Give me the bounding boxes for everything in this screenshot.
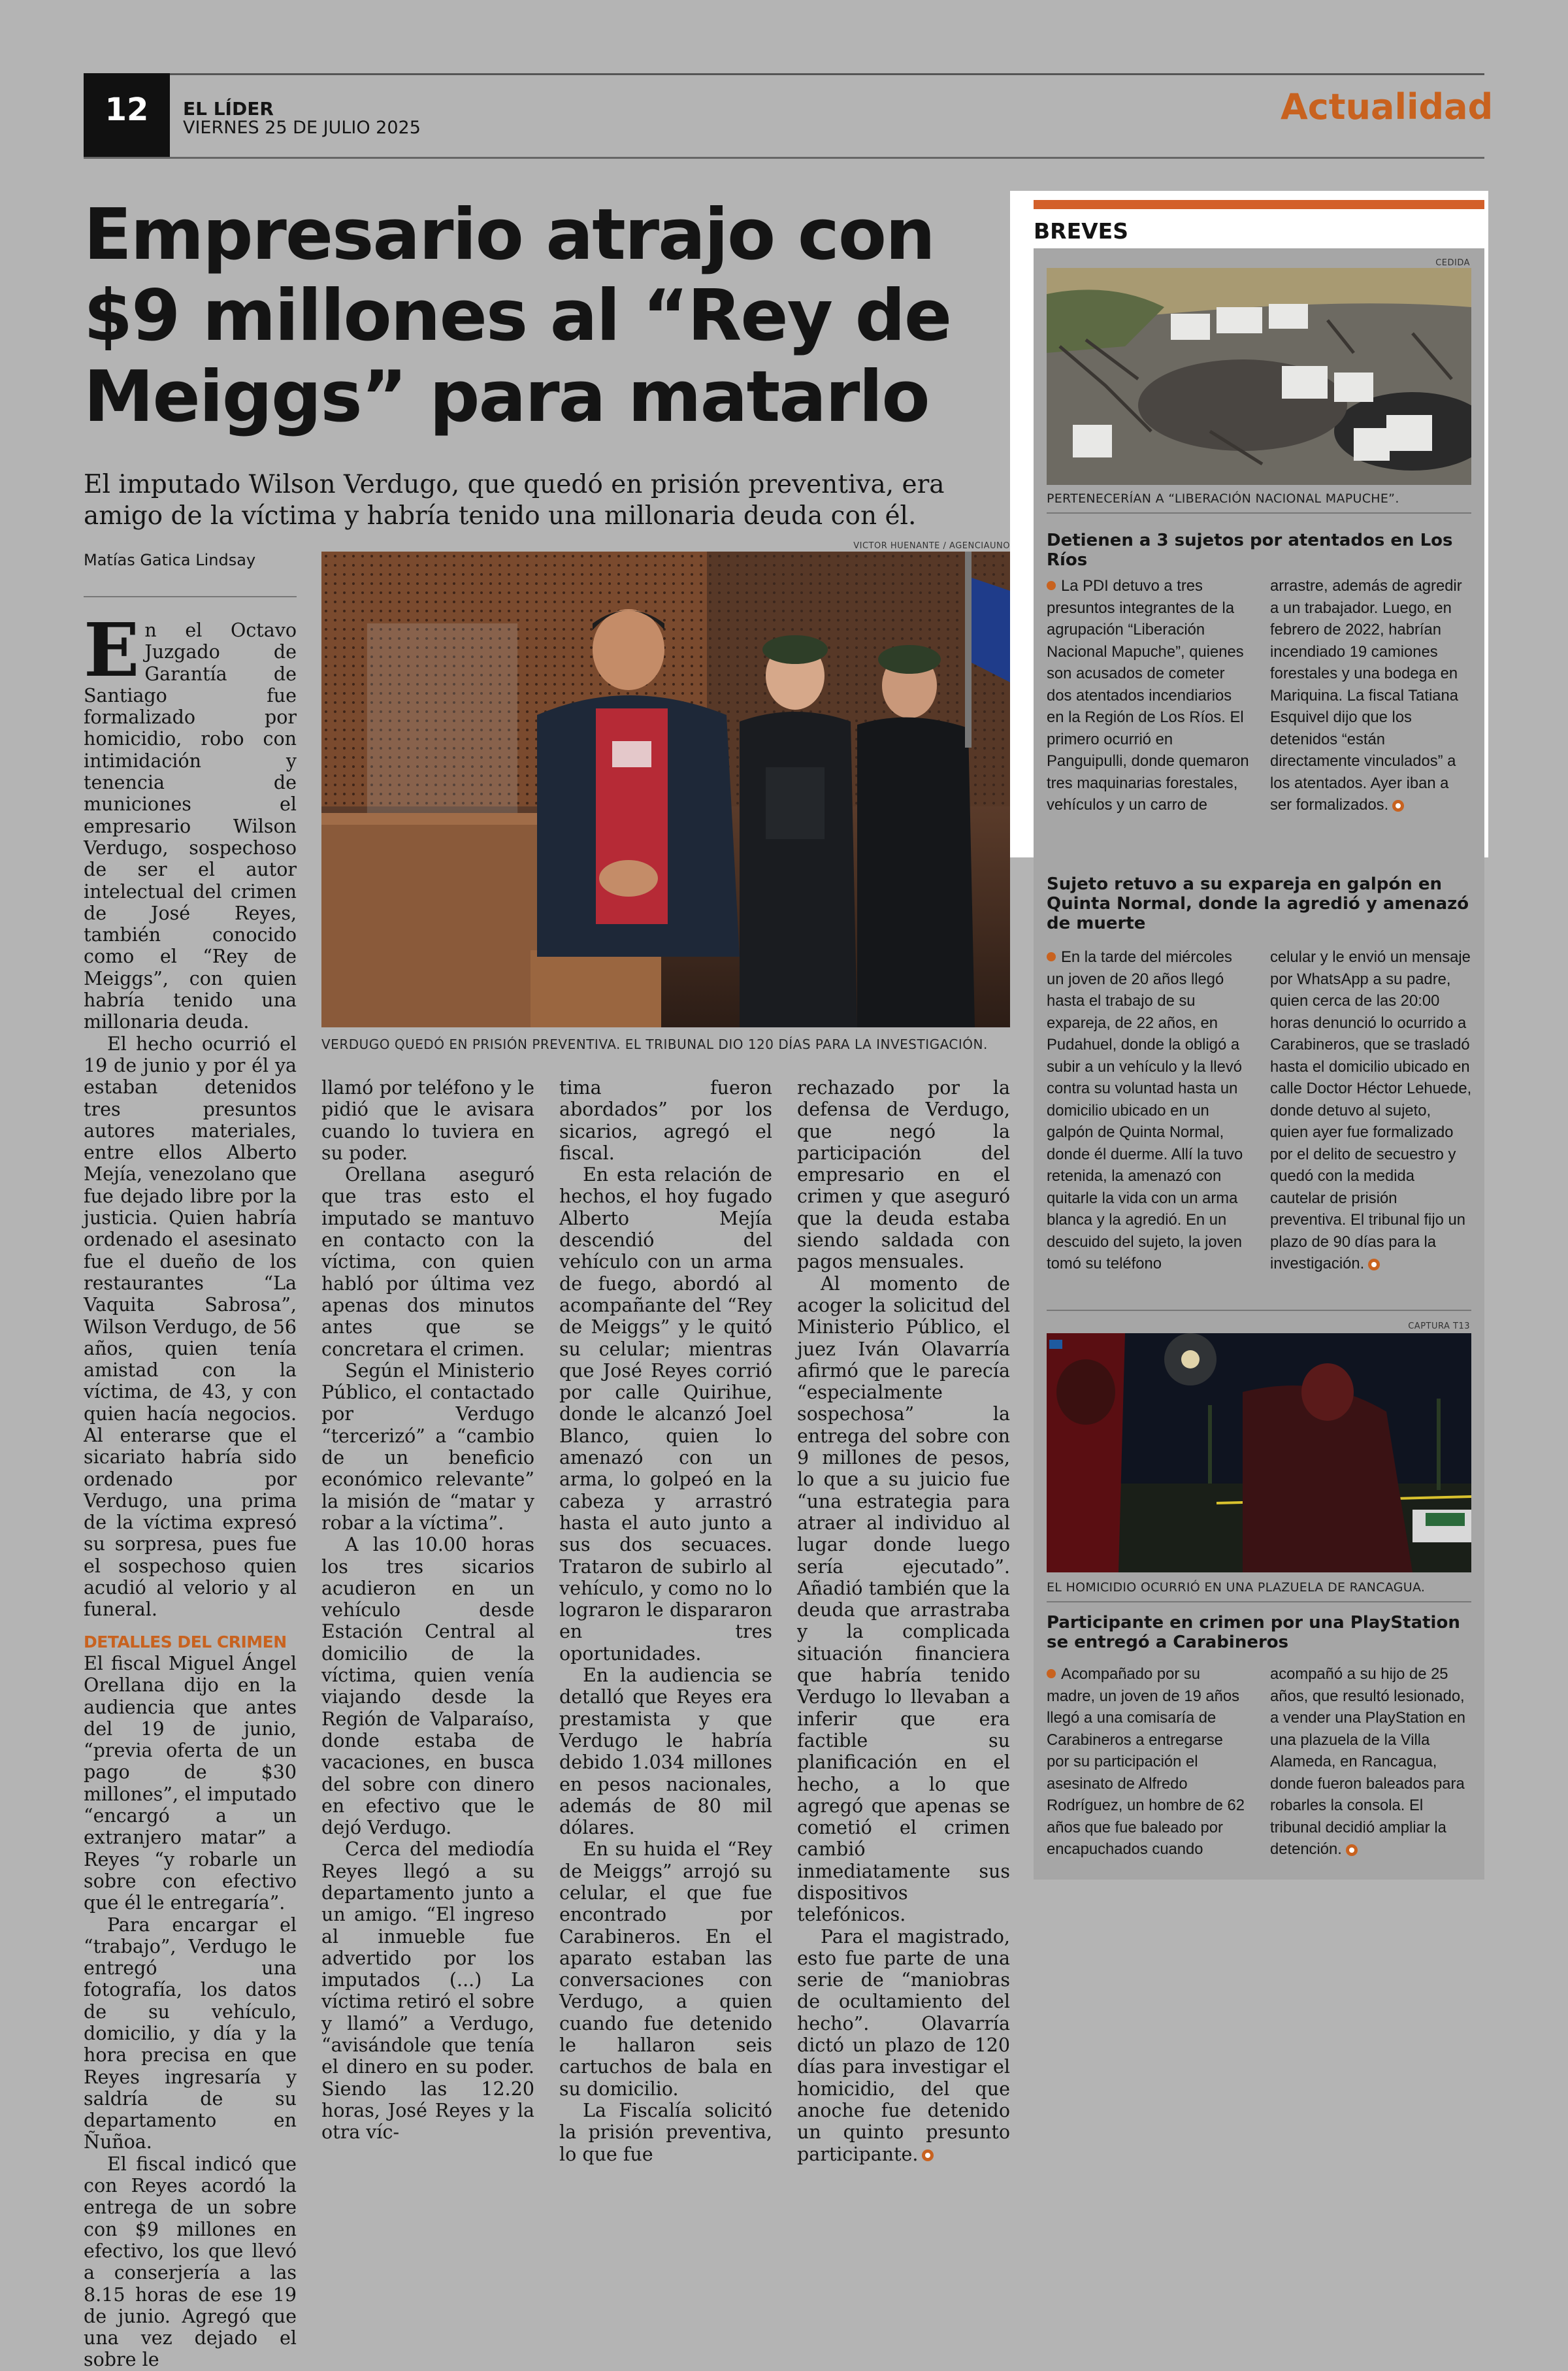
article-paragraph: En la audiencia se detalló que Reyes era prestamista y que Verdugo le habría debido 1.034 millones en pesos nacionales, además de 80 mil dólares. (559, 1665, 772, 1839)
bullet-dot-icon (1047, 1669, 1056, 1678)
article-paragraph: El fiscal Miguel Ángel Orellana dijo en la audiencia que antes del 19 de junio, “previa oferta de un pago de $30 millones”, el imputado “encargó a un extranjero matar” a Reyes “y robarle un sobre con efectivo que él le entregaría”. (84, 1652, 297, 1914)
byline-rule (84, 596, 297, 597)
drop-cap: E (84, 608, 140, 693)
article-paragraph (797, 1926, 1010, 2165)
header-top-rule (84, 73, 1484, 75)
main-photo-courtroom (321, 552, 1010, 1027)
article-subhead: DETALLES DEL CRIMEN (84, 1632, 287, 1651)
breve-3-headline: Participante en crimen por una PlayStation se entregó a Carabineros (1047, 1613, 1460, 1652)
article-paragraph: Cerca del mediodía Reyes llegó a su departamento junto a un amigo. “El ingreso al inmueble fue advertido por los imputados (...) La víctima retiró el sobre y llamó” a Verdugo, “avisándole que tenía el dinero en su poder. Siendo las 12.20 horas, José Reyes y la otra víc- (321, 1838, 534, 2144)
breve-3-column-b (1270, 1663, 1473, 1861)
article-paragraph: En esta relación de hechos, el hoy fugado Alberto Mejía descendió del vehículo con un arma de fuego, abordó al acompañante del “Rey de Meiggs” y le quitó su celular; mientras que José Reyes corrió por calle Quirihue, donde le alcanzó Joel Blanco, quien lo amenazó con un arma, lo golpeó en la cabeza y arrastró hasta el auto junto a sus dos secuaces. Trataron de subirlo al vehículo, y como no lo lograron le dispararon en tres oportunidades. (559, 1164, 772, 1665)
breve-2-rule (1047, 1310, 1471, 1311)
article-paragraph: En su huida el “Rey de Meiggs” arrojó su celular, el que fue encontrado por Carabineros. En el aparato estaban las conversaciones con Verdugo, a quien cuando fue detenido le hallaron seis cartuchos de bala en su domicilio. (559, 1838, 772, 2100)
article-paragraph: Al momento de acoger la solicitud del Ministerio Público, el juez Iván Olavarría afirmó que le parecía “especialmente sospechosa” la entrega del sobre con 9 millones de pesos, lo que a su juicio fue “una estrategia para atraer al individuo al lugar donde luego sería ejecutado”. Añadió también que la deuda que arrastraba y la complicada situación financiera que habría tenido Verdugo lo llevaban a inferir que era factible su planificación en el hecho, a lo que agregó que apenas se cometió el crimen cambió inmediatamente sus dispositivos telefónicos. (797, 1272, 1010, 1926)
end-of-brief-icon (1392, 800, 1404, 812)
breve-3-photo-credit: CAPTURA T13 (1408, 1321, 1470, 1331)
article-paragraph: El fiscal indicó que con Reyes acordó la entrega de un sobre con $9 millones en efectivo, los que llevó a conserjería a las 8.15 horas de ese 19 de junio. Agregó que una vez dejado el sobre le (84, 2153, 297, 2371)
article-paragraph: rechazado por la defensa de Verdugo, que negó la participación del empresario en el crimen y que aseguró que la deuda estaba siendo saldada con pagos mensuales. (797, 1077, 1010, 1273)
article-column-2 (321, 1077, 534, 2144)
breve-1-caption: PERTENECERÍAN A “LIBERACIÓN NACIONAL MAPUCHE”. (1047, 491, 1399, 506)
breve-3-column-a (1047, 1663, 1249, 1861)
breve-1-photo-burned-trucks (1047, 268, 1471, 485)
breve-1-rule (1047, 512, 1471, 514)
breve-1-text-b: arrastre, además de agredir a un trabajador. Luego, en febrero de 2022, habrían incendiado 19 camiones forestales y una bodega en Mariquina. La fiscal Tatiana Esquivel dijo que los detenidos “están directamente vinculados” a los atentados. Ayer iban a ser formalizados. (1270, 577, 1462, 814)
article-paragraph-text: n el Octavo Juzgado de Garantía de Santiago fue formalizado por homicidio, robo con intimidación y tenencia de municiones el empresario Wilson Verdugo, sospechoso de ser el autor intelectual del crimen de José Reyes, también conocido como el “Rey de Meiggs”, con quien habría tenido una millonaria deuda. (84, 620, 297, 1033)
article-paragraph-text: Para el magistrado, esto fue parte de una serie de “maniobras de ocultamiento del hecho”. Olavarría dictó un plazo de 120 días para investigar el homicidio, del que anoche fue detenido un quinto presunto participante. (797, 1925, 1010, 2165)
end-of-article-icon (922, 2149, 934, 2161)
article-paragraph: Para encargar el “trabajo”, Verdugo le entregó una fotografía, los datos de su vehículo, domicilio, y día y la hora precisa en que Reyes ingresaría y saldría de su departamento en Ñuñoa. (84, 1914, 297, 2153)
breve-1-headline: Detienen a 3 sujetos por atentados en Los Ríos (1047, 531, 1453, 570)
bullet-dot-icon (1047, 952, 1056, 961)
article-headline: Empresario atrajo con $9 millones al “Rey de Meiggs” para matarlo (84, 194, 951, 438)
article-paragraph: El hecho ocurrió el 19 de junio y por él ya estaban detenidos tres presuntos autores materiales, entre ellos Alberto Mejía, venezolano que fue dejado libre por la justicia. Quien habría ordenado el asesinato fue el dueño de los restaurantes “La Vaquita Sabrosa”, Wilson Verdugo, de 56 años, quien tenía amistad con la víctima, de 43, y con quien hacía negocios. Al enterarse que el sicariato habría sido ordenado por Verdugo, una prima de la víctima expresó su sorpresa, pues fue el sospechoso quien acudió al velorio y al funeral. (84, 1033, 297, 1621)
breves-accent-bar (1034, 200, 1484, 209)
breve-3-rule (1047, 1601, 1471, 1602)
article-paragraph: Según el Ministerio Público, el contactado por Verdugo “tercerizó” a “cambio de un beneficio económico relevante” la misión de “matar y robar a la víctima”. (321, 1359, 534, 1534)
bullet-dot-icon (1047, 581, 1056, 590)
publication-name: EL LÍDER (183, 98, 274, 120)
breve-2-column-b (1270, 946, 1473, 1275)
article-deck: El imputado Wilson Verdugo, que quedó en prisión preventiva, era amigo de la víctima y habría tenido una millonaria deuda con él. (84, 470, 945, 531)
article-paragraph: A las 10.00 horas los tres sicarios acudieron en un vehículo desde Estación Central al domicilio de la víctima, quien venía viajando desde la Región de Valparaíso, donde estaba de vacaciones, en busca del sobre con dinero en efectivo que le dejó Verdugo. (321, 1534, 534, 1839)
publication-date: VIERNES 25 DE JULIO 2025 (183, 118, 421, 138)
breves-title: BREVES (1034, 218, 1128, 244)
main-photo-credit: VICTOR HUENANTE / AGENCIAUNO (853, 541, 1010, 551)
article-paragraph (84, 608, 297, 1033)
article-paragraph: llamó por teléfono y le pidió que le avisara cuando lo tuviera en su poder. (321, 1077, 534, 1164)
end-of-brief-icon (1346, 1844, 1358, 1856)
article-paragraph: tima fueron abordados” por los sicarios, agregó el fiscal. (559, 1077, 772, 1164)
breve-2-text-a: En la tarde del miércoles un joven de 20 años llegó hasta el trabajo de su expareja, de 22 años, en Pudahuel, donde la obligó a subir a un vehículo y la llevó contra su voluntad hasta un domicilio ubicado en un galpón de Quinta Normal, donde él duerme. Allí la tuvo retenida, la amenazó con quitarle la vida con un arma blanca y la agredió. En un descuido del sujeto, la joven tomó su teléfono (1047, 948, 1243, 1272)
breve-3-photo-crime-scene (1047, 1333, 1471, 1572)
article-column-4 (797, 1077, 1010, 2165)
section-title: Actualidad (1281, 86, 1494, 127)
breve-2-text-b: celular y le envió un mensaje por WhatsApp a su padre, quien cerca de las 20:00 horas denunció lo ocurrido a Carabineros, que se trasladó hasta el domicilio ubicado en calle Doctor Héctor Lehuede, donde detuvo al sujeto, quien ayer fue formalizado por el delito de secuestro y quedó con la medida cautelar de prisión preventiva. El tribunal fijo un plazo de 90 días para la investigación. (1270, 948, 1472, 1272)
main-photo-caption: VERDUGO QUEDÓ EN PRISIÓN PREVENTIVA. EL TRIBUNAL DIO 120 DÍAS PARA LA INVESTIGACIÓN. (321, 1036, 988, 1052)
breve-3-caption: EL HOMICIDIO OCURRIÓ EN UNA PLAZUELA DE RANCAGUA. (1047, 1580, 1426, 1595)
article-column-1 (84, 608, 297, 2371)
article-paragraph: La Fiscalía solicitó la prisión preventiva, lo que fue (559, 2099, 772, 2165)
end-of-brief-icon (1368, 1259, 1380, 1270)
breve-2-headline: Sujeto retuvo a su expareja en galpón en Quinta Normal, donde la agredió y amenazó de muerte (1047, 874, 1469, 933)
breve-1-photo-credit: CEDIDA (1435, 258, 1470, 268)
breve-1-column-a (1047, 575, 1249, 816)
breve-3-text-b: acompañó a su hijo de 25 años, que resultó lesionado, a vender una PlayStation en una plazuela de la Villa Alameda, en Rancagua, donde fueron baleados para robarles la consola. El tribunal decidió ampliar la detención. (1270, 1665, 1465, 1858)
article-paragraph: Orellana aseguró que tras esto el imputado se mantuvo en contacto con la víctima, con quien habló por última vez apenas dos minutos antes que se concretara el crimen. (321, 1164, 534, 1360)
article-column-3 (559, 1077, 772, 2165)
page-number: 12 (105, 91, 149, 128)
breve-1-column-b (1270, 575, 1473, 816)
breve-3-text-a: Acompañado por su madre, un joven de 19 años llegó a una comisaría de Carabineros a entregarse por su participación el asesinato de Alfredo Rodríguez, un hombre de 62 años que fue baleado por encapuchados cuando (1047, 1665, 1245, 1858)
breve-1-text-a: La PDI detuvo a tres presuntos integrantes de la agrupación “Liberación Nacional Mapuche”, quienes son acusados de cometer dos atentados incendiarios en la Región de Los Ríos. El primero ocurrió en Panguipulli, donde quemaron tres maquinarias forestales, vehículos y un carro de (1047, 577, 1249, 814)
header-bottom-rule (84, 157, 1484, 159)
article-byline: Matías Gatica Lindsay (84, 551, 256, 569)
breve-2-column-a (1047, 946, 1249, 1275)
